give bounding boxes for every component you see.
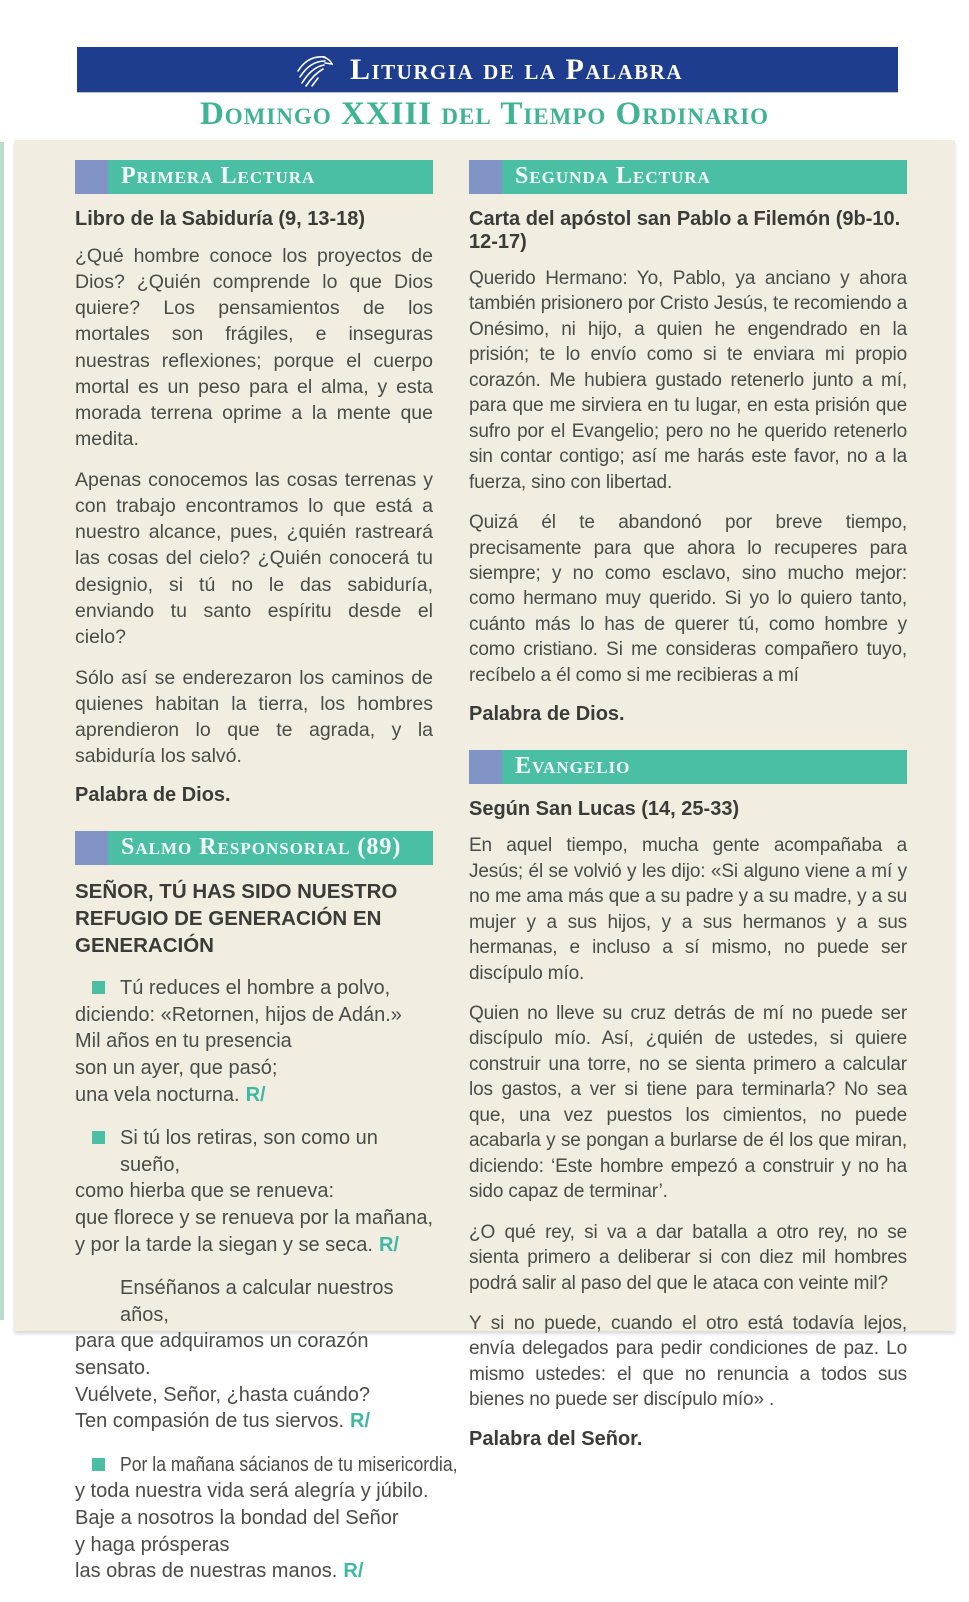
reading-paragraph: Quien no lleve su cruz detrás de mí no puede ser discípulo mío. Así, ¿quién de ustedes, si quiere construir una torre, no se sienta primero a calcular los gastos, a ver si tiene para terminarla? No sea que, una vez puestos los cimientos, no puede acabarla y se pongan a burlarse de él los que miran, diciendo: ‘Este hombre empezó a construir y no ha sido capaz de terminar’. — [469, 1002, 907, 1203]
psalm-line: Baje a nosotros la bondad del Señor — [75, 1506, 399, 1529]
psalm-line: Vuélvete, Señor, ¿hasta cuándo? — [75, 1383, 371, 1406]
section-header-salmo-responsorial — [75, 831, 433, 865]
reading-closing: Palabra de Dios. — [75, 784, 231, 807]
response-marker: R/ — [350, 1410, 371, 1433]
section-heading-label: Salmo Responsorial (89) — [121, 834, 402, 861]
reading-paragraph: ¿O qué rey, si va a dar batalla a otro rey, no se sienta primero a deliberar si con diez mil hombres podrá salir al paso del que le ataca con veinte mil? — [469, 1221, 907, 1294]
section-square-icon — [469, 160, 502, 194]
section-square-icon — [75, 160, 108, 194]
page-subtitle: Domingo XXIII del Tiempo Ordinario — [199, 96, 770, 132]
section-heading-label: Primera Lectura — [121, 163, 316, 189]
psalm-line: Por la mañana sácianos de tu misericordia, — [120, 1453, 458, 1476]
psalm-stanza — [75, 975, 433, 1108]
reading-paragraph: Querido Hermano: Yo, Pablo, ya anciano y ahora también prisionero por Cristo Jesús, te recomiendo a Onésimo, ni hijo, a quien he engendrado en la prisión; te lo envío como si te enviara mi propio corazón. Me hubiera gustado retenerlo junto a mí, para que me sirviera en tu lugar, en esta prisión que sufro por el Evangelio; pero no he querido retenerlo sin contar contigo; así me harás este favor, no a la fuerza, sino con libertad. — [469, 268, 907, 493]
psalm-line: son un ayer, que pasó; — [75, 1057, 278, 1080]
header-bar — [77, 47, 898, 92]
section-square-icon — [75, 831, 108, 865]
psalm-line: Enséñanos a calcular nuestros años, — [120, 1277, 394, 1326]
content-panel — [14, 140, 955, 1583]
psalm-line: Si tú los retiras, son como un sueño, — [120, 1127, 378, 1176]
dove-icon — [292, 50, 336, 90]
stanza-bullet-icon — [92, 981, 105, 994]
reading-paragraph: Y si no puede, cuando el otro está todavía lejos, envía delegados para pedir condiciones de paz. Lo mismo ustedes: el que no renuncia a todos sus bienes no puede ser discípulo mío» . — [469, 1312, 907, 1411]
response-marker: R/ — [245, 1083, 266, 1106]
right-column — [469, 160, 907, 1602]
psalm-stanza — [75, 1125, 433, 1258]
psalm-stanza — [75, 1452, 458, 1585]
response-marker: R/ — [378, 1233, 399, 1256]
stanza-bullet-icon — [92, 1458, 105, 1471]
left-edge-accent — [0, 142, 4, 1320]
psalm-line: Ten compasión de tus siervos. R/ — [75, 1410, 371, 1433]
psalm-line: como hierba que se renueva: — [75, 1180, 335, 1203]
response-marker: R/ — [343, 1560, 364, 1583]
reading-source: Carta del apóstol san Pablo a Filemón (9b-10. 12-17) — [469, 208, 901, 253]
section-header-evangelio — [469, 750, 907, 784]
psalm-line: y toda nuestra vida será alegría y júbilo. — [75, 1480, 429, 1503]
stanza-bullet-icon — [92, 1131, 105, 1144]
section-heading-label: Segunda Lectura — [515, 163, 711, 189]
psalm-line: Tú reduces el hombre a polvo, — [120, 977, 391, 1000]
psalm-line: para que adquiramos un corazón sensato. — [75, 1330, 369, 1380]
reading-paragraph: ¿Qué hombre conoce los proyectos de Dios? ¿Quién comprende lo que Dios quiere? Los pensamientos de los mortales son frágiles, e inseguras nuestras reflexiones; porque el cuerpo mortal es un peso para el alma, y esta morada terrena oprime a la mente que medita. — [75, 245, 433, 450]
psalm-line: y haga prósperas — [75, 1533, 230, 1556]
reading-paragraph: Quizá él te abandonó por breve tiempo, precisamente para que ahora lo recuperes para siempre; y no como esclavo, sino mucho mejor: como hermano muy querido. Si yo lo quiero tanto, cuánto más lo has de querer tú, como hombre y como cristiano. Si me consideras compañero tuyo, recíbelo a él como si me recibieras a mí — [469, 512, 907, 686]
reading-paragraph: Sólo así se enderezaron los caminos de quienes habitan la tierra, los hombres aprendieron lo que te agrada, y la sabiduría los salvó. — [75, 666, 433, 768]
section-square-icon — [469, 750, 502, 784]
reading-source: Libro de la Sabiduría (9, 13-18) — [75, 208, 366, 230]
section-header-primera-lectura — [75, 160, 433, 194]
left-column — [75, 160, 458, 1602]
psalm-line: las obras de nuestras manos. R/ — [75, 1560, 364, 1583]
psalm-response: SEÑOR, TÚ HAS SIDO NUESTRO REFUGIO DE GENERACIÓN EN GENERACIÓN — [75, 880, 398, 957]
psalm-line: y por la tarde la siegan y se seca. R/ — [75, 1233, 399, 1256]
reading-paragraph: En aquel tiempo, mucha gente acompañaba a Jesús; él se volvió y les dijo: «Si alguno viene a mí y no me ama más que a su padre y a su madre, y a su mujer y a sus hijos, y a sus hermanos y a sus hermanas, e incluso a sí mismo, no puede ser discípulo mío. — [469, 835, 907, 984]
section-heading-label: Evangelio — [515, 753, 631, 780]
reading-paragraph: Apenas conocemos las cosas terrenas y con trabajo encontramos lo que está a nuestro alcance, pues, ¿quién rastreará las cosas del cielo? ¿Quién conocerá tu designio, si tú no le das sabiduría, enviando tu santo espíritu desde el cielo? — [75, 469, 433, 648]
header-title: Liturgia de la Palabra — [349, 52, 684, 86]
psalm-stanza — [75, 1275, 433, 1435]
reading-closing: Palabra del Señor. — [469, 1427, 643, 1450]
reading-closing: Palabra de Dios. — [469, 703, 625, 726]
reading-source: Según San Lucas (14, 25-33) — [469, 798, 740, 821]
section-header-segunda-lectura — [469, 160, 907, 194]
psalm-line: una vela nocturna. R/ — [75, 1083, 266, 1106]
psalm-line: que florece y se renueva por la mañana, — [75, 1207, 433, 1230]
psalm-line: diciendo: «Retornen, hijos de Adán.» — [75, 1003, 402, 1026]
psalm-line: Mil años en tu presencia — [75, 1030, 292, 1053]
